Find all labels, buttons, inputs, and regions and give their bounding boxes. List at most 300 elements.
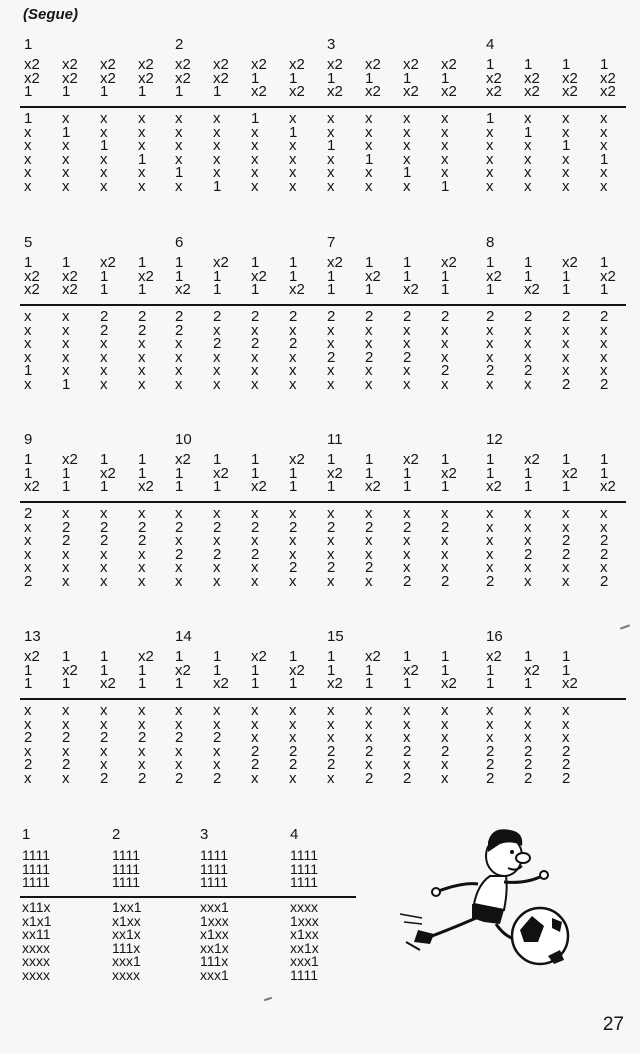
bottom-cell: 1 (251, 110, 260, 127)
bottom-cell: 2 (327, 742, 336, 760)
bottom-cell: x (289, 150, 297, 168)
bottom-cell: 2 (327, 559, 336, 576)
top-cell: 1 (100, 648, 109, 665)
bottom-cell: x (441, 505, 449, 522)
bottom-cell: x (24, 335, 32, 352)
top-cell: 1 (524, 267, 533, 285)
top-cell: x2 (175, 56, 191, 73)
top-cell: 1111 (200, 860, 229, 877)
bottom-cell: x (441, 545, 449, 563)
bottom-cell: xxxx (112, 966, 140, 983)
bottom-cell: x (403, 756, 411, 773)
bottom-cell: 2 (441, 572, 450, 590)
bottom-cell: 2 (486, 308, 495, 325)
separator-line (20, 304, 626, 306)
top-cell: x2 (365, 648, 381, 665)
bottom-cell: x (327, 532, 335, 549)
top-cell: x2 (24, 478, 40, 495)
top-cell: x2 (175, 69, 191, 87)
bottom-cell: x (486, 375, 494, 393)
group-number: 5 (24, 234, 33, 251)
bottom-cell: 2 (562, 532, 571, 549)
bottom-cell: 2 (175, 769, 184, 787)
bottom-cell: 1 (524, 123, 533, 141)
top-cell: x2 (327, 464, 343, 482)
top-cell: 1 (175, 254, 184, 271)
bottom-cell: x (24, 348, 32, 366)
bottom-cell: x (365, 110, 373, 127)
top-cell: 1 (403, 464, 412, 482)
top-cell: 1 (138, 83, 147, 100)
bottom-cell: x (441, 335, 449, 352)
bottom-cell: 2 (524, 742, 533, 760)
bottom-cell: x (175, 177, 183, 195)
top-cell: 1 (24, 451, 33, 468)
bottom-cell: 2 (365, 742, 374, 760)
top-cell: 1 (600, 451, 609, 468)
bottom-cell: x (441, 150, 449, 168)
bottom-cell: x (138, 702, 146, 719)
top-cell: x2 (403, 56, 419, 73)
top-cell: 1 (175, 464, 184, 482)
bottom-cell: x (175, 123, 183, 141)
bottom-cell: x (327, 505, 335, 522)
bottom-cell: 1xxx (290, 912, 319, 929)
bottom-cell: 2 (600, 545, 609, 563)
top-cell: x2 (441, 83, 457, 100)
bottom-cell: x (524, 150, 532, 168)
bottom-cell: x (327, 110, 335, 127)
bottom-cell: x (441, 321, 449, 339)
bottom-cell: x (251, 375, 259, 393)
bottom-cell: 1 (365, 150, 374, 168)
bottom-cell: 2 (524, 545, 533, 563)
top-cell: 1 (441, 451, 450, 468)
top-cell: x2 (441, 464, 457, 482)
group-number: 14 (175, 628, 192, 645)
bottom-cell: x (24, 532, 32, 549)
top-cell: x2 (138, 69, 154, 87)
bottom-cell: x (175, 375, 183, 393)
bottom-cell: x (100, 505, 108, 522)
top-cell: 1 (100, 478, 109, 495)
bottom-cell: x (403, 545, 411, 563)
bottom-cell: x (24, 308, 32, 325)
top-cell: 1 (441, 281, 450, 298)
bottom-cell: x (327, 545, 335, 563)
bottom-cell: x1x1 (22, 912, 52, 929)
top-cell: 1 (62, 464, 71, 482)
top-cell: 1 (403, 267, 412, 285)
bottom-cell: 2 (600, 532, 609, 549)
bottom-cell: x (441, 110, 449, 127)
bottom-cell: x (365, 505, 373, 522)
bottom-cell: 2 (213, 545, 222, 563)
top-cell: 1 (62, 83, 71, 100)
bottom-cell: 2 (562, 742, 571, 760)
bottom-cell: 2 (365, 769, 374, 787)
top-cell: x2 (562, 83, 578, 100)
bottom-cell: 2 (289, 742, 298, 760)
bottom-cell: 2 (403, 348, 412, 366)
top-cell: 1 (486, 661, 495, 679)
bottom-cell: x (175, 362, 183, 379)
top-cell: 1 (327, 69, 336, 87)
bottom-cell: x (62, 715, 70, 733)
bottom-cell: 2 (365, 348, 374, 366)
bottom-cell: x (562, 348, 570, 366)
top-cell: 1 (62, 675, 71, 692)
top-cell: 1 (251, 281, 260, 298)
bottom-cell: 2 (175, 545, 184, 563)
bottom-cell: 2 (175, 729, 184, 746)
top-cell: x2 (213, 675, 229, 692)
top-cell: 1 (327, 267, 336, 285)
bottom-cell: 1 (24, 110, 33, 127)
bottom-cell: x (600, 362, 608, 379)
bottom-cell: x (138, 375, 146, 393)
bottom-cell: x (486, 518, 494, 536)
bottom-cell: 1 (562, 137, 571, 154)
bottom-cell: x (289, 702, 297, 719)
bottom-cell: x (138, 742, 146, 760)
bottom-cell: 2 (441, 518, 450, 536)
top-cell: x2 (100, 675, 116, 692)
bottom-cell: x (365, 532, 373, 549)
bottom-cell: x (441, 769, 449, 787)
bottom-cell: xx1x (112, 926, 141, 942)
top-cell: x2 (600, 83, 616, 100)
bottom-cell: 2 (486, 572, 495, 590)
bottom-cell: x (365, 545, 373, 563)
top-cell: x2 (289, 83, 305, 100)
top-cell: x2 (289, 56, 305, 73)
bottom-cell: x (251, 505, 259, 522)
bottom-cell: x (138, 505, 146, 522)
bottom-cell: x (213, 756, 221, 773)
header-label: (Segue) (23, 6, 79, 23)
top-cell: 1 (62, 478, 71, 495)
top-cell: 1 (24, 675, 33, 692)
bottom-cell: x (562, 702, 570, 719)
bottom-cell: 2 (365, 308, 374, 325)
bottom-cell: x1xx (290, 926, 319, 942)
top-cell: 1 (403, 254, 412, 271)
top-cell: 1 (365, 451, 374, 468)
top-cell: x2 (138, 267, 154, 285)
bottom-cell: x (403, 335, 411, 352)
top-cell: 1 (175, 83, 184, 100)
bottom-cell: x (600, 335, 608, 352)
bottom-cell: x (600, 164, 608, 181)
top-cell: 1 (213, 648, 222, 665)
bottom-cell: x (175, 348, 183, 366)
bottom-cell: x (175, 505, 183, 522)
bottom-cell: 2 (365, 518, 374, 536)
bottom-cell: 2 (213, 308, 222, 325)
top-cell: x2 (562, 69, 578, 87)
top-cell: 1111 (112, 847, 141, 863)
top-cell: x2 (486, 267, 502, 285)
top-cell: 1 (486, 464, 495, 482)
bottom-cell: 1 (600, 150, 609, 168)
bottom-cell: 2 (62, 518, 71, 536)
bottom-cell: x (524, 532, 532, 549)
bottom-cell: 2 (138, 532, 147, 549)
bottom-cell: 2 (213, 335, 222, 352)
top-cell: 1111 (22, 847, 51, 863)
bottom-cell: x (251, 729, 259, 746)
bottom-cell: x (289, 137, 297, 154)
top-cell: x2 (251, 478, 267, 495)
group-number: 8 (486, 234, 495, 251)
bottom-cell: x (486, 702, 494, 719)
bottom-cell: 2 (213, 518, 222, 536)
bottom-cell: x (138, 756, 146, 773)
bottom-cell: x (175, 702, 183, 719)
bottom-cell: x (562, 150, 570, 168)
bottom-cell: x (441, 164, 449, 181)
top-cell: x2 (100, 56, 116, 73)
top-cell: 1 (100, 281, 109, 298)
top-cell: x2 (486, 648, 502, 665)
bottom-cell: xxx1 (200, 899, 229, 915)
top-cell: 1 (327, 281, 336, 298)
top-cell: x2 (327, 675, 343, 692)
bottom-cell: x (213, 505, 221, 522)
bottom-cell: x (486, 321, 494, 339)
top-cell: 1 (213, 478, 222, 495)
soccer-player-icon (392, 818, 582, 978)
bottom-cell: x (403, 559, 411, 576)
bottom-cell: xxx1 (112, 953, 141, 969)
bottom-cell: 2 (524, 308, 533, 325)
bottom-cell: x (100, 756, 108, 773)
bottom-cell: x (62, 545, 70, 563)
bottom-cell: 2 (403, 572, 412, 590)
bottom-cell: x (524, 348, 532, 366)
top-cell: 1 (441, 648, 450, 665)
separator-line (20, 698, 626, 700)
top-cell: 1 (327, 451, 336, 468)
group-number: 7 (327, 234, 336, 251)
top-cell: x2 (175, 281, 191, 298)
bottom-cell: 2 (100, 321, 109, 339)
top-cell: 1 (138, 451, 147, 468)
top-cell: 1111 (112, 874, 141, 890)
group-number: 1 (24, 36, 33, 53)
top-cell: x2 (524, 661, 540, 679)
top-cell: 1 (486, 451, 495, 468)
bottom-cell: x (403, 137, 411, 154)
bottom-cell: 2 (441, 742, 450, 760)
bottom-cell: 2 (24, 505, 33, 522)
top-cell: 1 (24, 254, 33, 271)
top-cell: x2 (562, 675, 578, 692)
bottom-cell: 2 (138, 729, 147, 746)
top-cell: x2 (24, 281, 40, 298)
top-cell: 1 (486, 281, 495, 298)
top-cell: x2 (365, 56, 381, 73)
bottom-cell: x (524, 375, 532, 393)
top-cell: x2 (365, 83, 381, 100)
bottom-cell: x (486, 715, 494, 733)
bottom-cell: x (251, 348, 259, 366)
top-cell: x2 (213, 464, 229, 482)
top-cell: 1 (441, 267, 450, 285)
bottom-cell: xxxx (22, 953, 50, 969)
bottom-cell: x (100, 375, 108, 393)
bottom-cell: x (403, 177, 411, 195)
bottom-cell: 2 (600, 308, 609, 325)
top-cell: 1 (403, 648, 412, 665)
top-cell: 1 (562, 267, 571, 285)
top-cell: 1 (100, 267, 109, 285)
bottom-cell: 2 (327, 756, 336, 773)
bottom-cell: x (365, 375, 373, 393)
page-mark (620, 624, 630, 629)
top-cell: 1 (138, 661, 147, 679)
bottom-cell: 1 (24, 362, 33, 379)
bottom-cell: x (213, 348, 221, 366)
bottom-cell: x (289, 110, 297, 127)
bottom-cell: x (365, 572, 373, 590)
separator-line (20, 501, 626, 503)
top-cell: 1 (213, 661, 222, 679)
bottom-cell: x (441, 348, 449, 366)
bottom-cell: x (213, 702, 221, 719)
bottom-cell: 1 (213, 177, 222, 195)
bottom-cell: x1xx (112, 912, 141, 929)
bottom-cell: x (562, 505, 570, 522)
bottom-cell: 1 (403, 164, 412, 181)
bottom-cell: 2 (289, 559, 298, 576)
group-number: 6 (175, 234, 184, 251)
bottom-cell: 2 (562, 756, 571, 773)
top-cell: x2 (403, 451, 419, 468)
bottom-cell: x (62, 769, 70, 787)
bottom-cell: x (562, 123, 570, 141)
top-cell: x2 (365, 478, 381, 495)
top-cell: x2 (524, 281, 540, 298)
group-number: 1 (22, 826, 31, 843)
bottom-cell: x (486, 123, 494, 141)
bottom-cell: x (327, 729, 335, 746)
top-cell: x2 (441, 254, 457, 271)
bottom-cell: 2 (100, 532, 109, 549)
bottom-cell: x (175, 559, 183, 576)
bottom-cell: 2 (486, 769, 495, 787)
top-cell: 1 (327, 661, 336, 679)
bottom-cell: xxxx (22, 966, 50, 983)
top-cell: x2 (251, 648, 267, 665)
bottom-cell: 2 (175, 518, 184, 536)
bottom-cell: x1xx (200, 926, 229, 942)
top-cell: 1 (562, 661, 571, 679)
bottom-cell: x (327, 335, 335, 352)
top-cell: x2 (403, 661, 419, 679)
top-cell: 1 (289, 254, 298, 271)
top-cell: 1 (100, 83, 109, 100)
bottom-cell: xxx1 (290, 953, 319, 969)
bottom-cell: 2 (327, 518, 336, 536)
bottom-cell: x (24, 545, 32, 563)
top-cell: 1 (486, 56, 495, 73)
bottom-cell: x (100, 572, 108, 590)
bottom-cell: x (251, 769, 259, 787)
bottom-cell: x (562, 715, 570, 733)
bottom-cell: x (562, 110, 570, 127)
bottom-cell: x (365, 123, 373, 141)
bottom-cell: x (365, 321, 373, 339)
bottom-cell: x (486, 559, 494, 576)
bottom-cell: x (62, 164, 70, 181)
bottom-cell: x (175, 137, 183, 154)
top-cell: 1 (213, 281, 222, 298)
top-cell: x2 (62, 451, 78, 468)
top-cell: x2 (100, 69, 116, 87)
bottom-cell: x (289, 729, 297, 746)
bottom-cell: 2 (486, 756, 495, 773)
bottom-cell: x (24, 321, 32, 339)
bottom-cell: 1 (100, 137, 109, 154)
bottom-cell: 2 (524, 769, 533, 787)
bottom-cell: x (327, 715, 335, 733)
top-cell: 1 (175, 478, 184, 495)
top-cell: x2 (251, 56, 267, 73)
bottom-cell: x (62, 321, 70, 339)
bottom-cell: x (213, 110, 221, 127)
bottom-cell: x (24, 137, 32, 154)
bottom-cell: x (62, 177, 70, 195)
bottom-cell: x (327, 321, 335, 339)
top-cell: 1111 (290, 847, 319, 863)
bottom-cell: x (138, 335, 146, 352)
bottom-cell: 1xxx (200, 912, 229, 929)
bottom-cell: xx11 (22, 926, 51, 942)
bottom-cell: x (524, 715, 532, 733)
bottom-cell: x (327, 769, 335, 787)
bottom-cell: x (600, 348, 608, 366)
bottom-cell: x (213, 532, 221, 549)
bottom-cell: x (62, 362, 70, 379)
top-cell: x2 (100, 464, 116, 482)
top-cell: 1 (365, 464, 374, 482)
bottom-cell: x (486, 348, 494, 366)
bottom-cell: x11x (22, 899, 51, 915)
top-cell: 1 (403, 69, 412, 87)
bottom-cell: x (251, 559, 259, 576)
bottom-cell: 2 (441, 308, 450, 325)
bottom-cell: 2 (289, 335, 298, 352)
top-cell: x2 (365, 267, 381, 285)
top-cell: 1 (365, 69, 374, 87)
bottom-cell: 2 (62, 756, 71, 773)
bottom-cell: x (24, 518, 32, 536)
top-cell: x2 (138, 56, 154, 73)
top-cell: 1 (251, 451, 260, 468)
top-cell: x2 (251, 83, 267, 100)
top-cell: x2 (175, 661, 191, 679)
bottom-cell: x (403, 702, 411, 719)
top-cell: 1 (289, 648, 298, 665)
top-cell: 1 (251, 464, 260, 482)
top-cell: 1 (289, 478, 298, 495)
bottom-cell: x (251, 177, 259, 195)
bottom-cell: x (441, 559, 449, 576)
bottom-cell: x (289, 505, 297, 522)
separator-line (20, 896, 356, 898)
